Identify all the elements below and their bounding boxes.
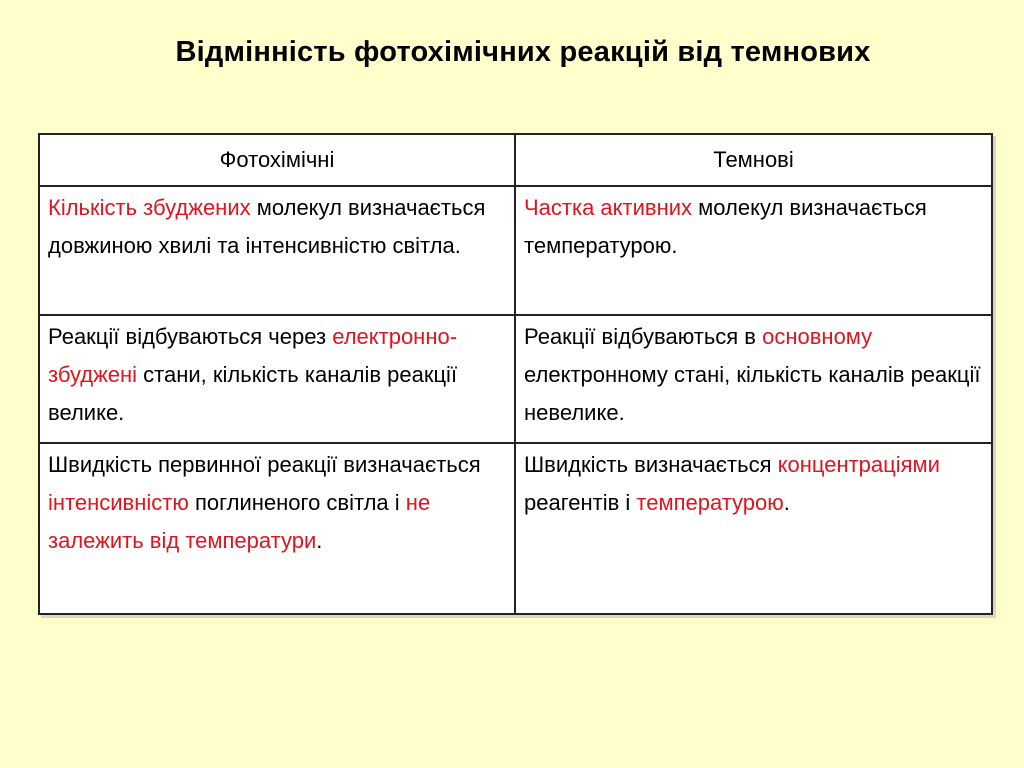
comparison-table xyxy=(38,133,993,615)
cell-text-segment: реагентів і xyxy=(524,490,637,516)
table-row xyxy=(39,443,992,614)
table-header-row xyxy=(39,134,992,186)
cell-text-segment: температурою xyxy=(636,490,784,516)
cell-dark xyxy=(515,443,992,614)
cell-text-segment: основному xyxy=(762,323,873,349)
cell-text-segment: Кількість збуджених xyxy=(48,195,251,220)
cell-dark xyxy=(515,315,992,444)
cell-photochemical xyxy=(39,186,515,315)
cell-text-segment: Реакції відбуваються в xyxy=(524,323,763,349)
cell-text-segment: електронному стані, кількість каналів реакції невелике. xyxy=(524,361,981,425)
cell-text-segment: Швидкість визначається xyxy=(524,452,778,478)
cell-text-segment: Частка активних xyxy=(524,195,693,220)
cell-text-segment: електронно-збуджені xyxy=(48,323,458,387)
table-row xyxy=(39,315,992,444)
cell-text-segment: стани, кількість каналів реакції велике. xyxy=(48,361,458,425)
cell-text-segment: молекул визначається довжиною хвилі та інтенсивністю світла. xyxy=(48,195,486,258)
cell-text-segment: інтенсивністю xyxy=(48,490,189,516)
cell-text-segment: поглиненого світла і xyxy=(188,490,406,516)
table-row xyxy=(39,186,992,315)
cell-text-segment: . xyxy=(783,490,790,516)
cell-text-segment: молекул визначається температурою. xyxy=(524,195,927,258)
cell-text-segment: не залежить від температури xyxy=(48,490,431,554)
header-dark: Темнові xyxy=(515,134,992,186)
cell-text-segment: Швидкість первинної реакції визначається xyxy=(48,452,481,478)
cell-text-segment: . xyxy=(316,528,323,554)
cell-photochemical xyxy=(39,443,515,614)
comparison-table-container xyxy=(38,133,993,615)
cell-dark xyxy=(515,186,992,315)
cell-photochemical xyxy=(39,315,515,444)
cell-text-segment: концентраціями xyxy=(777,452,940,478)
cell-text-segment: Реакції відбуваються через xyxy=(48,323,333,349)
slide-title: Відмінність фотохімічних реакцій від темнових xyxy=(175,36,871,68)
header-photochemical: Фотохімічні xyxy=(39,134,515,186)
